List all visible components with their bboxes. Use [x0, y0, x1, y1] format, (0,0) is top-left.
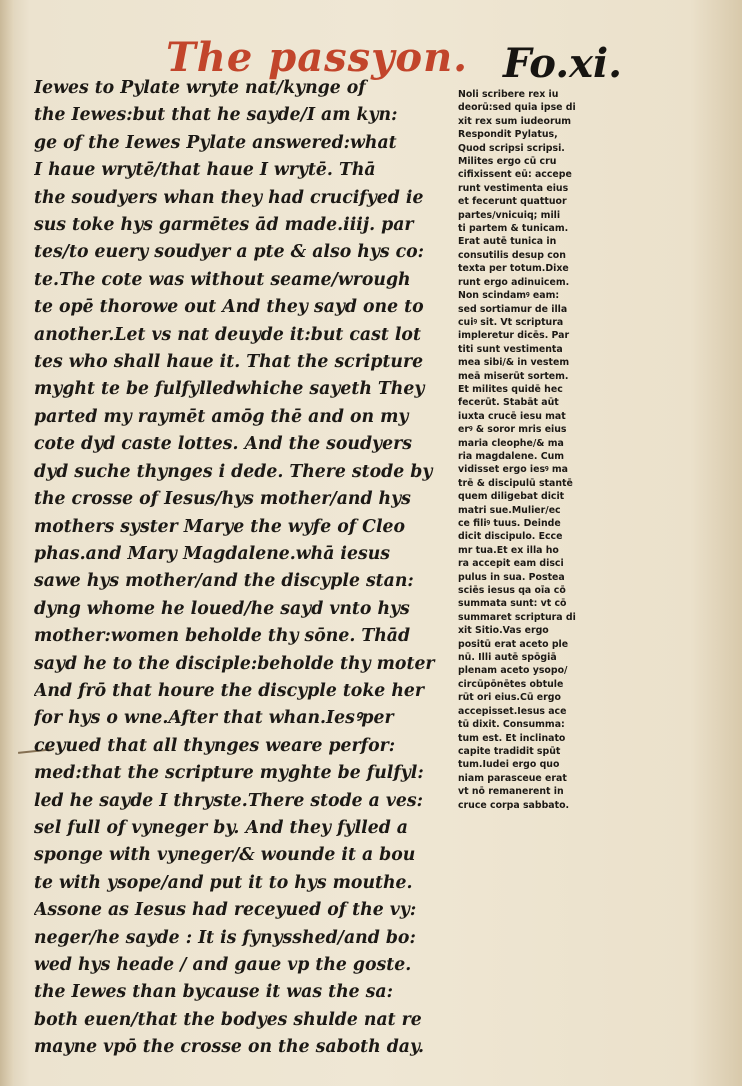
text-line: neger/he sayde : It is fynysshed/and bo: [34, 927, 416, 948]
text-line: Assone as Iesus had receyued of the vy: [34, 900, 417, 921]
text-line: sawe hys mother/and the discyple stan: [34, 571, 414, 592]
margin-line: partes/vnicuiq; mili [458, 209, 561, 221]
text-line: sel full of vyneger by. And they fylled a [34, 817, 409, 838]
text-line: phas.and Mary Magdalene.whā iesus [34, 543, 391, 564]
text-line: tes/to euery soudyer a pte & also hys co: [34, 242, 425, 263]
text-line: the soudyers whan they had crucifyed ie [34, 187, 424, 208]
margin-line: et fecerunt quattuor [458, 196, 567, 208]
text-line: And frō that houre the discyple toke her [34, 680, 424, 701]
text-line: the Iewes than bycause it was the sa: [34, 982, 393, 1003]
margin-line: sed sortiamur de illa [458, 303, 568, 315]
margin-line: Et milites quidē hec [458, 383, 563, 395]
margin-line: vt nō remanerent in [458, 786, 564, 798]
text-line: cote dyd caste lottes. And the soudyers [34, 434, 412, 455]
margin-line: xit rex sum iudeorum [458, 115, 572, 127]
text-line: sus toke hys garmētes ād made.iiij. par [34, 215, 414, 236]
margin-line: cruce corpa sabbato. [458, 799, 570, 811]
text-line: mayne vpō the crosse on the saboth day. [34, 1037, 425, 1058]
margin-line: runt ergo adinuicem. [458, 276, 570, 288]
margin-line: cuiꝰ sit. Vt scriptura [458, 316, 564, 328]
text-line: wed hys heade / and gaue vp the goste. [34, 955, 412, 975]
text-line: te.The cote was without seame/wrough [34, 269, 411, 290]
margin-line: dicit discipulo. Ecce [458, 531, 563, 543]
margin-line: fecerūt. Stabāt aūt [458, 397, 559, 409]
text-line: dyd suche thynges i dede. There stode by [34, 461, 433, 482]
margin-line: vidisset ergo iesꝰ ma [458, 464, 569, 476]
margin-line: trē & discipulū stantē [458, 477, 573, 489]
text-line: both euen/that the bodyes shulde nat re [34, 1009, 422, 1030]
text-line: the Iewes:but that he sayde/I am kyn: [34, 105, 398, 126]
margin-line: mr tua.Et ex illa ho [458, 544, 559, 556]
latin-margin-column [458, 88, 610, 812]
text-line: ceyued that all thynges weare perfor: [34, 735, 396, 756]
margin-line: Non scindamꝰ eam: [458, 290, 560, 302]
margin-line: ria magdalene. Cum [458, 450, 565, 462]
margin-line: Quod scripsi scripsi. [458, 142, 565, 154]
folio-number: Fo.xi. [503, 40, 623, 87]
margin-line: tū dixit. Consumma: [458, 719, 565, 731]
text-line: tes who shall haue it. That the scripture [34, 352, 424, 373]
margin-line: plenam aceto ysopo/ [458, 665, 568, 677]
text-line: ge of the Iewes Pylate answered:what [34, 132, 397, 153]
margin-line: capite tradidit spūt [458, 745, 561, 757]
margin-line: texta per totum.Dixe [458, 263, 569, 275]
margin-line: sciēs iesus qa oīa cō [458, 585, 566, 597]
margin-line: titi sunt vestimenta [458, 343, 563, 355]
margin-line: quem diligebat dicit [458, 491, 565, 503]
text-line: the crosse of Iesus/hys mother/and hys [34, 489, 411, 510]
page-gutter [0, 0, 14, 1086]
text-line: for hys o wne.After that whan.Iesꝰper [34, 708, 394, 729]
margin-line: meā miserūt sortem. [458, 370, 569, 382]
margin-line: maria cleophe/& ma [458, 437, 564, 449]
margin-line: Milites ergo cū cru [458, 156, 557, 168]
margin-line: accepisset.Iesus ace [458, 705, 567, 717]
margin-line: circūpōnētes obtule [458, 678, 564, 690]
margin-line: iuxta crucē iesu mat [458, 410, 566, 422]
text-line: Iewes to Pylate wryte nat/kynge of [34, 78, 366, 98]
margin-line: Respondit Pylatus, [458, 129, 558, 141]
margin-line: pulus in sua. Postea [458, 571, 565, 583]
margin-line: rūt ori eius.Cū ergo [458, 692, 561, 704]
text-line: I haue wrytē/that haue I wrytē. Thā [34, 160, 376, 181]
margin-line: Erat autē tunica in [458, 236, 557, 248]
margin-line: ce filiꝰ tuus. Deinde [458, 518, 561, 529]
running-head: The passyon. [166, 34, 469, 81]
margin-line: mea sibi/& in vestem [458, 357, 570, 369]
margin-line: ra accepit eam disci [458, 558, 564, 570]
text-line: mothers syster Marye the wyfe of Cleo [34, 516, 406, 537]
text-line: myght te be fulfylledwhiche sayeth They [34, 379, 425, 400]
margin-line: matri sue.Mulier/ec [458, 504, 561, 516]
margin-line: consutilis desup con [458, 249, 566, 261]
text-line: sponge with vyneger/& wounde it a bou [34, 845, 416, 866]
margin-line: cifixissent eū: accepe [458, 169, 572, 181]
text-line: dyng whome he loued/he sayd vnto hys [34, 598, 410, 619]
margin-line: nū. Illi autē spōgiā [458, 652, 557, 664]
text-line: another.Let vs nat deuyde it:but cast lot [34, 324, 421, 345]
margin-line: ti partem & tunicam. [458, 223, 569, 235]
margin-line: impleretur dicēs. Par [458, 330, 570, 342]
margin-line: xit Sitio.Vas ergo [458, 625, 549, 637]
margin-line: niam parasceue erat [458, 772, 567, 784]
margin-line: summata sunt: vt cō [458, 598, 567, 610]
text-line: med:that the scripture myghte be fulfyl: [34, 763, 424, 784]
text-line: parted my raymēt amōg thē and on my [34, 406, 409, 427]
margin-line: runt vestimenta eius [458, 182, 569, 194]
main-text-column [34, 75, 449, 1062]
margin-line: Noli scribere rex iu [458, 89, 559, 100]
text-line: sayd he to the disciple:beholde thy moter [34, 653, 435, 674]
text-line: led he sayde I thryste.There stode a ves: [34, 790, 424, 811]
margin-line: tum est. Et inclinato [458, 732, 566, 744]
margin-line: deorū:sed quia ipse di [458, 102, 576, 114]
margin-line: summaret scriptura di [458, 611, 576, 623]
text-line: mother:women beholde thy sōne. Thād [34, 626, 411, 647]
text-line: te with ysope/and put it to hys mouthe. [34, 872, 413, 893]
margin-line: erꝰ & soror mris eius [458, 424, 567, 436]
margin-line: tum.Iudei ergo quo [458, 759, 560, 771]
margin-line: positū erat aceto ple [458, 638, 569, 650]
text-line: te opē thorowe out And they sayd one to [34, 297, 424, 318]
